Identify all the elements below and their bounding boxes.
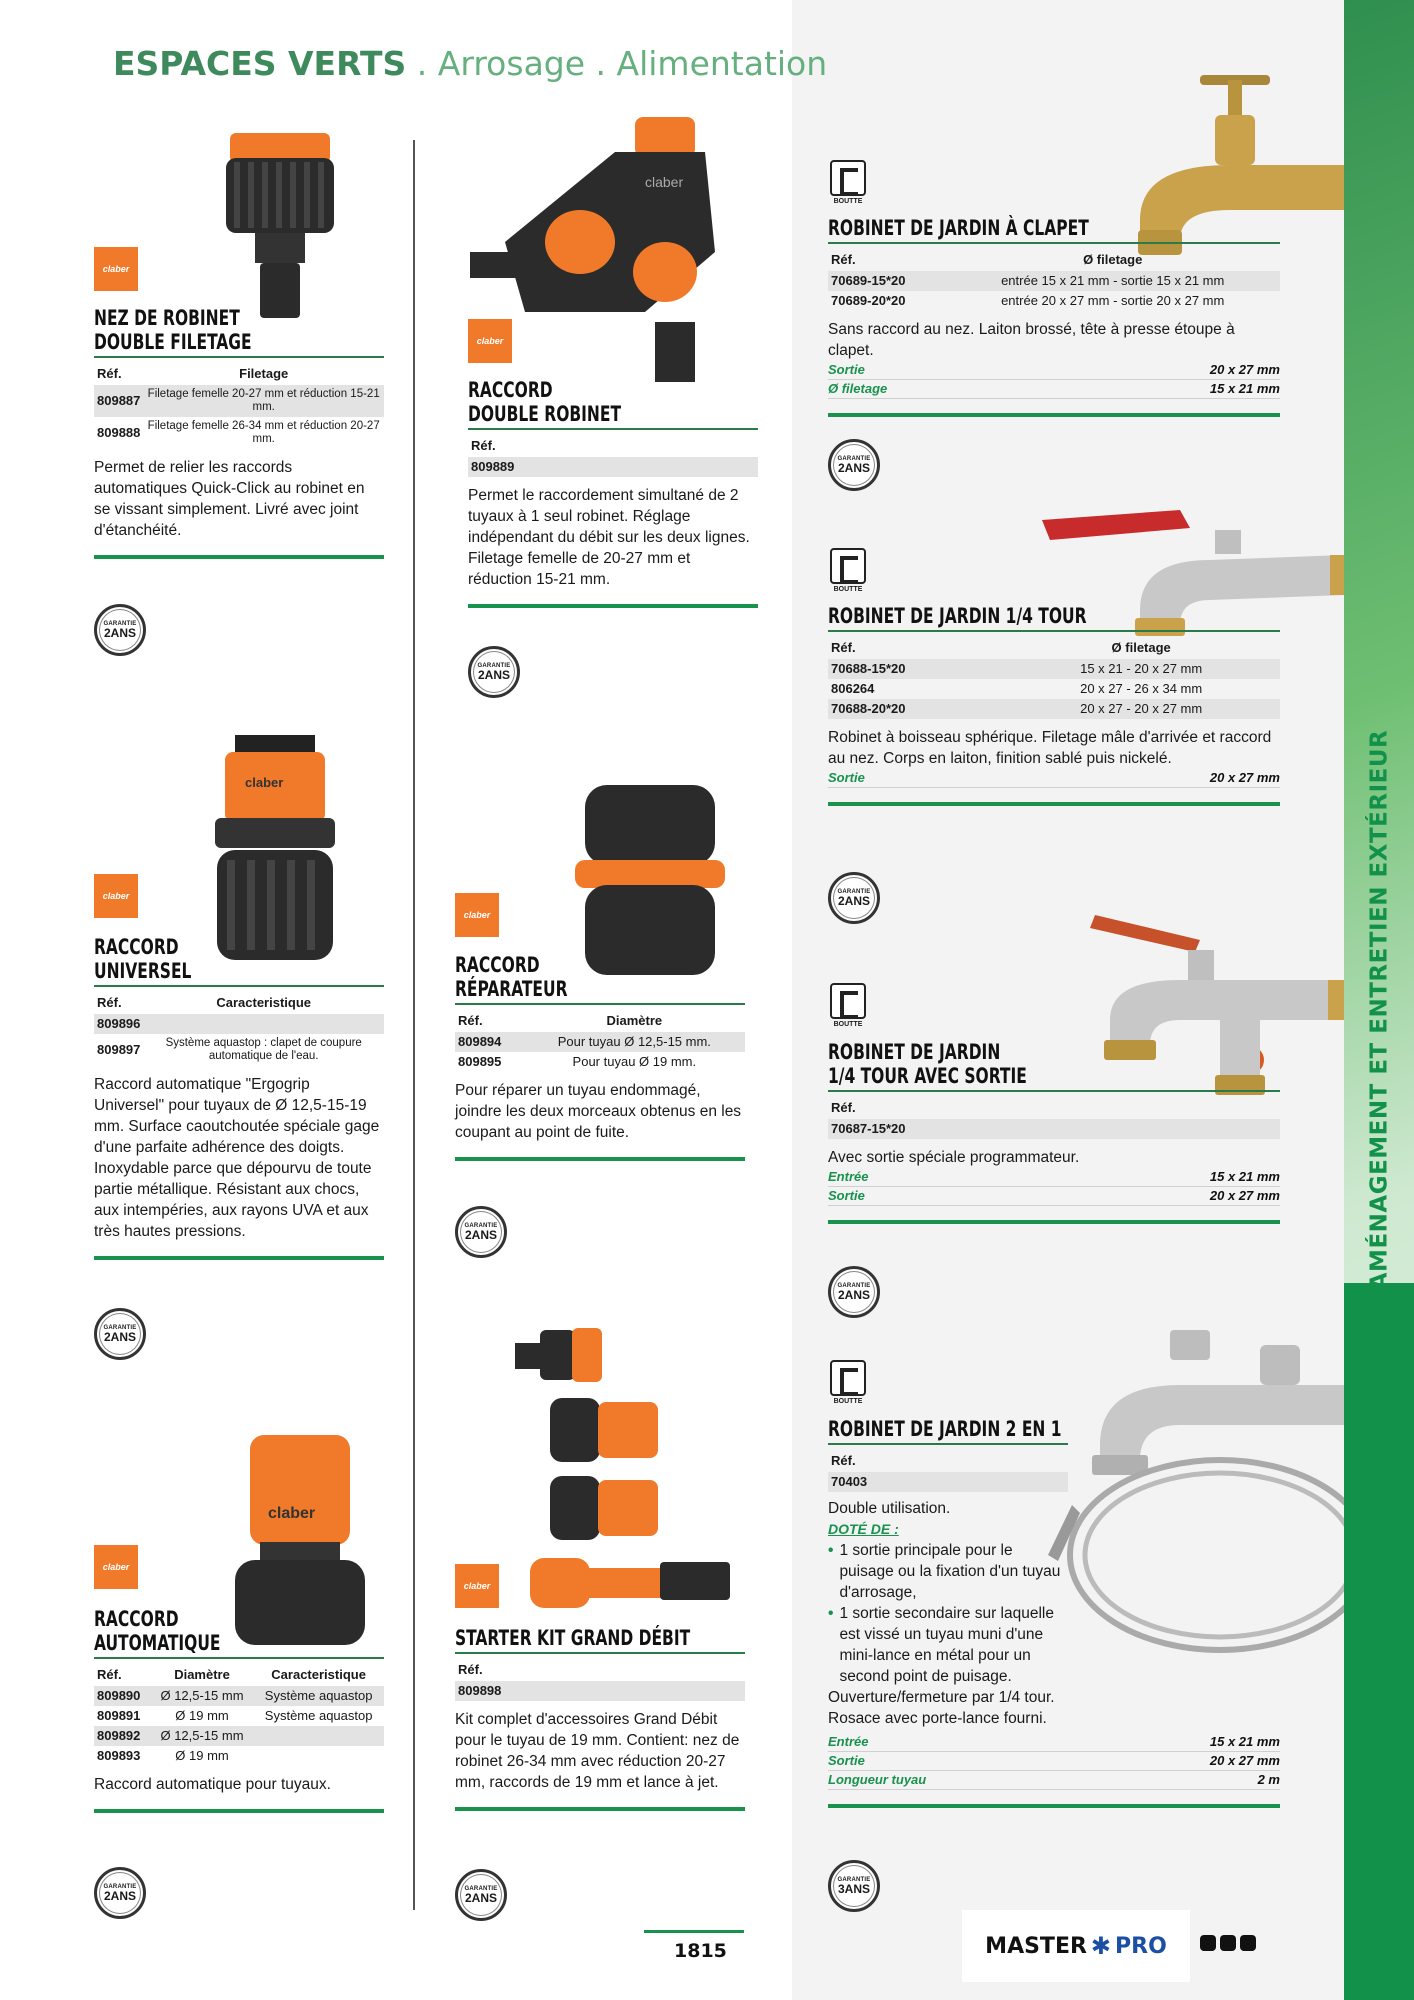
attribute-row: Sortie 20 x 27 mm — [828, 1187, 1280, 1206]
garantie-badge: GARANTIE 2ANS — [94, 1867, 146, 1919]
product-title: ROBINET DE JARDIN — [828, 1040, 1001, 1064]
attribute-row: Sortie 20 x 27 mm — [828, 769, 1280, 788]
table-row: 809898 — [455, 1681, 745, 1701]
table-row: 809895 Pour tuyau Ø 19 mm. — [458, 1054, 697, 1069]
product-title-line2: 1/4 TOUR AVEC SORTIE — [828, 1064, 1027, 1088]
product-raccord-universel — [94, 935, 384, 1260]
table-row: 809896 — [94, 1014, 384, 1034]
table-row: 70689-15*20 entrée 15 x 21 mm - sortie 15 x 21 mm — [828, 271, 1280, 291]
garantie-badge: GARANTIE 3ANS — [828, 1860, 880, 1912]
list-item: • 1 sortie secondaire sur laquelle est vissé un tuyau muni d'une mini-lance en métal pour un second point de puisage. — [828, 1605, 1054, 1685]
table-row: 809891 Ø 19 mm Système aquastop — [97, 1708, 373, 1723]
brand-logo-claber: claber — [94, 1545, 138, 1589]
attribute-row: Entrée 15 x 21 mm — [828, 1168, 1280, 1187]
product-title-line2: RÉPARATEUR — [455, 977, 568, 1001]
product-description: Double utilisation. — [828, 1500, 951, 1517]
product-robinet-quart-tour — [828, 604, 1280, 806]
product-description: Sans raccord au nez. Laiton brossé, tête à presse étoupe à clapet. — [828, 321, 1235, 359]
brand-logo-boutte: BOUTTE — [828, 160, 868, 206]
product-description-2: Ouverture/fermeture par 1/4 tour. Rosace avec porte-lance fourni. — [828, 1689, 1055, 1727]
table-row: 809890 Ø 12,5-15 mm Système aquastop — [94, 1686, 384, 1706]
attribute-row: Sortie 20 x 27 mm — [828, 361, 1280, 380]
product-description: Permet le raccordement simultané de 2 tuyaux à 1 seul robinet. Réglage indépendant du débit sur les deux lignes. Filetage femelle de 20-27 mm et réduction 15-21 mm. — [468, 487, 750, 588]
table-row: 70688-15*20 15 x 21 - 20 x 27 mm — [828, 659, 1280, 679]
table-row: 809887 Filetage femelle 20-27 mm et réduction 15-21 mm. — [94, 385, 384, 417]
product-title: ROBINET DE JARDIN 1/4 TOUR — [828, 604, 1087, 628]
product-starter-kit — [455, 1626, 745, 1811]
attribute-row: Longueur tuyau 2 m — [828, 1771, 1280, 1790]
spec-table: Réf. 70687-15*20 — [828, 1096, 1280, 1139]
table-row: 809897 Système aquastop : clapet de coupure automatique de l'eau. — [97, 1037, 362, 1062]
product-description: Permet de relier les raccords automatiques Quick-Click au robinet en se vissant simplement. Livré avec joint d'étanchéité. — [94, 459, 365, 539]
product-title: STARTER KIT GRAND DÉBIT — [455, 1626, 691, 1650]
garantie-badge: GARANTIE 2ANS — [468, 646, 520, 698]
table-row: 70688-20*20 20 x 27 - 20 x 27 mm — [828, 699, 1280, 719]
garantie-badge: GARANTIE 2ANS — [455, 1206, 507, 1258]
product-image-reparateur — [575, 780, 725, 980]
attribute-row: Sortie 20 x 27 mm — [828, 1752, 1280, 1771]
dote-de-label: DOTÉ DE : — [828, 1521, 899, 1537]
svg-text:claber: claber — [245, 775, 284, 790]
product-title-line2: UNIVERSEL — [94, 959, 192, 983]
brand-logo-claber: claber — [455, 893, 499, 937]
product-image-universel — [205, 730, 345, 970]
product-raccord-automatique — [94, 1607, 384, 1813]
product-raccord-reparateur — [455, 953, 745, 1161]
svg-text:claber: claber — [645, 174, 684, 190]
attribute-row: Ø filetage 15 x 21 mm — [828, 380, 1280, 399]
garantie-badge: GARANTIE 2ANS — [828, 872, 880, 924]
masterpro-logo: MASTER ✱ PRO — [962, 1910, 1190, 1982]
side-band-bottom — [1344, 1283, 1414, 2000]
product-title: RACCORD — [455, 953, 540, 977]
table-row: 806264 20 x 27 - 26 x 34 mm — [831, 681, 1203, 696]
attribute-row: Entrée 15 x 21 mm — [828, 1733, 1280, 1752]
svg-text:claber: claber — [268, 1505, 316, 1522]
brand-logo-claber: claber — [94, 247, 138, 291]
product-title-line2: DOUBLE ROBINET — [468, 402, 622, 426]
product-robinet-avec-sortie — [828, 1040, 1280, 1224]
product-title-line2: AUTOMATIQUE — [94, 1631, 221, 1655]
brand-logo-claber: claber — [468, 319, 512, 363]
product-description: Avec sortie spéciale programmateur. — [828, 1149, 1080, 1166]
product-image-nez — [220, 128, 340, 328]
brand-logo-boutte: BOUTTE — [828, 983, 868, 1029]
table-row: 809892 Ø 12,5-15 mm — [94, 1726, 384, 1746]
product-description: Raccord automatique "Ergogrip Universel" pour tuyaux de Ø 12,5-15-19 mm. Surface caoutchoutée spéciale gage d'une parfaite adhérence des doigts. Inoxydable parce que dépourvu de toute partie métallique. Résistant aux chocs, aux intempéries, aux rayons UVA et aux très hautes pressions. — [94, 1076, 380, 1240]
column-divider — [413, 140, 415, 1910]
product-title: RACCORD — [94, 935, 179, 959]
page-title: ESPACES VERTS . Arrosage . Alimentation — [113, 44, 828, 83]
product-robinet-2-en-1 — [828, 1417, 1280, 1808]
table-row: 70689-20*20 entrée 20 x 27 mm - sortie 20 x 27 mm — [831, 293, 1225, 308]
spec-table: Réf. 809898 — [455, 1658, 745, 1701]
garantie-badge: GARANTIE 2ANS — [828, 1266, 880, 1318]
product-title-line2: DOUBLE FILETAGE — [94, 330, 252, 354]
table-row: 70687-15*20 — [828, 1119, 1280, 1139]
garantie-badge: GARANTIE 2ANS — [94, 604, 146, 656]
star-icon: ✱ — [1090, 1932, 1112, 1960]
spec-table: Réf. Diamètre 809894 Pour tuyau Ø 12,5-15 mm. 809895 Pour tuyau Ø 19 mm. — [455, 1009, 745, 1072]
page-number: 1815 — [674, 1940, 727, 1962]
table-row: 70403 — [828, 1472, 1068, 1492]
product-nez-de-robinet — [94, 306, 384, 559]
product-title: ROBINET DE JARDIN À CLAPET — [828, 216, 1089, 240]
product-title: NEZ DE ROBINET — [94, 306, 240, 330]
product-description: Raccord automatique pour tuyaux. — [94, 1776, 331, 1793]
side-section-label: AMÉNAGEMENT ET ENTRETIEN EXTÉRIEUR — [1366, 729, 1392, 1291]
spec-table: Réf. Diamètre Caracteristique 809890 Ø 12,5-15 mm Système aquastop 809891 Ø 19 mm Système aquastop 809892 Ø 12,5-15 mm 809893 Ø 19 mm — [94, 1663, 384, 1766]
folio-rule — [644, 1930, 744, 1933]
table-row: 809893 Ø 19 mm — [97, 1748, 229, 1763]
table-row: 809888 Filetage femelle 26-34 mm et réduction 20-27 mm. — [97, 420, 380, 445]
decorative-dots — [1200, 1935, 1256, 1951]
brand-logo-boutte: BOUTTE — [828, 548, 868, 594]
table-row: 809894 Pour tuyau Ø 12,5-15 mm. — [455, 1032, 745, 1052]
product-title: RACCORD — [94, 1607, 179, 1631]
product-description: Kit complet d'accessoires Grand Débit pour le tuyau de 19 mm. Contient: nez de robinet 26-34 mm avec réduction 20-27 mm, raccords de 19 mm et lance à jet. — [455, 1711, 740, 1791]
spec-table: Réf. 809889 — [468, 434, 758, 477]
product-description: Pour réparer un tuyau endommagé, joindre les deux morceaux obtenus en les coupant au point de fuite. — [455, 1082, 742, 1141]
garantie-badge: GARANTIE 2ANS — [455, 1869, 507, 1921]
garantie-badge: GARANTIE 2ANS — [94, 1308, 146, 1360]
list-item: • 1 sortie principale pour le puisage ou la fixation d'un tuyau d'arrosage, — [828, 1542, 1061, 1601]
product-raccord-double-robinet — [468, 378, 758, 608]
product-image-starter — [510, 1318, 740, 1618]
spec-table: Réf. 70403 — [828, 1449, 1068, 1492]
spec-table: Réf. Ø filetage 70688-15*20 15 x 21 - 20 x 27 mm 806264 20 x 27 - 26 x 34 mm 70688-20*20 20 x 27 - 20 x 27 mm — [828, 636, 1280, 719]
brand-logo-boutte: BOUTTE — [828, 1360, 868, 1406]
product-description: Robinet à boisseau sphérique. Filetage mâle d'arrivée et raccord au nez. Corps en laiton, finition sablé puis nickelé. — [828, 729, 1272, 767]
brand-logo-claber: claber — [94, 874, 138, 918]
product-title: RACCORD — [468, 378, 553, 402]
product-title: ROBINET DE JARDIN 2 EN 1 — [828, 1417, 1062, 1441]
brand-logo-claber: claber — [455, 1564, 499, 1608]
table-row: 809889 — [468, 457, 758, 477]
product-robinet-clapet — [828, 216, 1280, 417]
spec-table: Réf. Ø filetage 70689-15*20 entrée 15 x 21 mm - sortie 15 x 21 mm 70689-20*20 entrée 20 x 27 mm - sortie 20 x 27 mm — [828, 248, 1280, 311]
spec-table: Réf. Caracteristique 809896 809897 Système aquastop : clapet de coupure automatique de l'eau. — [94, 991, 384, 1066]
garantie-badge: GARANTIE 2ANS — [828, 439, 880, 491]
spec-table: Réf. Filetage 809887 Filetage femelle 20-27 mm et réduction 15-21 mm. 809888 Filetage femelle 26-34 mm et réduction 20-27 mm. — [94, 362, 384, 449]
